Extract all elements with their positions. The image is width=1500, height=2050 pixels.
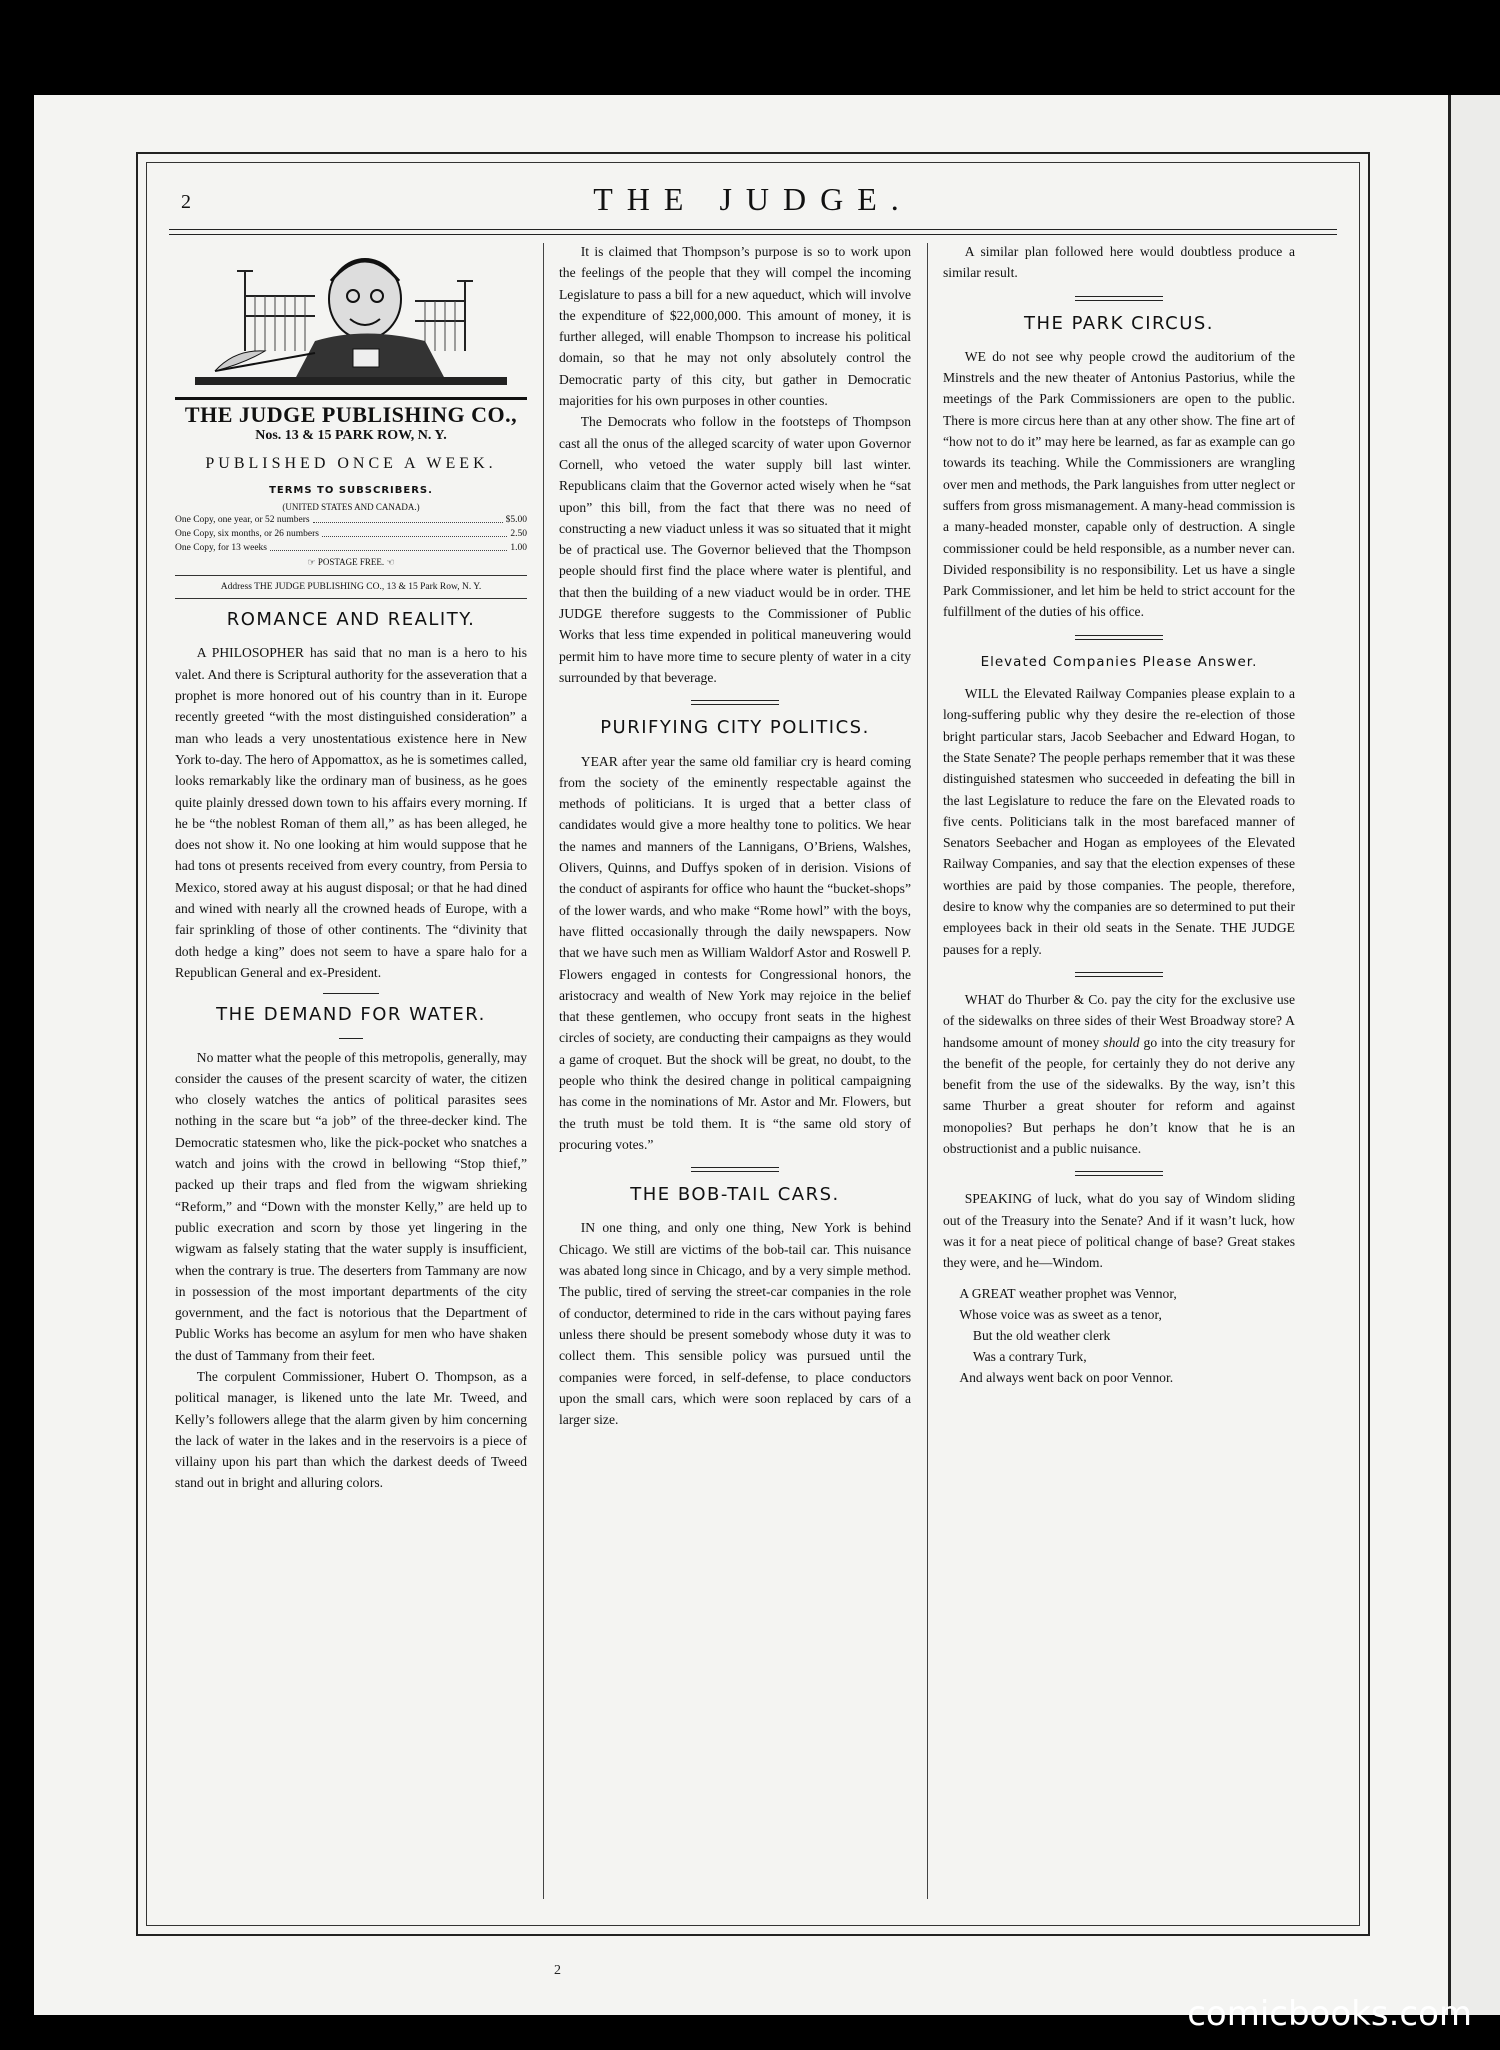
article-paragraph: It is claimed that Thompson’s purpose is so to work upon the feelings of the people that they will compel the incoming Legislature to pass a bill for a new aqueduct, which will involve the expenditure of $22,000,000. This amount of money, it is further alleged, will enable Thompson to increase his political domain, so that he may not only absolutely control the Democratic party of this city, but gather in Democratic majorities for his own purposes in other counties. — [559, 244, 911, 409]
article-text: therefore suggests to the Commissioner of Public Works that less time expended in political maneuvering would permit him to have more time to secure plenty of water in a city surrounded by that beverage. — [559, 606, 911, 685]
poem-line: Whose voice was as sweet as a tenor, — [959, 1307, 1162, 1323]
article-body-romance — [175, 642, 527, 983]
section-rule — [1075, 1171, 1163, 1176]
article-body-purifying — [559, 751, 911, 1156]
article-text: one thing, and only one thing, New York is behind Chicago. We still are victims of the bob-tail car. This nuisance was abated long since in Chicago, and by a very simple method. The public, tired of serving the street-car companies in the role of conductor, determined to ride in the cars without paying fares unless there should be present somebody whose duty it was to collect them. This sensible policy was pursued until the companies were forced, in self-defense, to place conductors upon the small cars, which were soon replaced by cars of a larger size. — [559, 1220, 911, 1428]
terms-subheading: (UNITED STATES AND CANADA.) — [282, 502, 420, 513]
section-rule — [323, 993, 379, 994]
column-1 — [175, 241, 527, 1899]
footer-mark: 2 — [554, 1963, 561, 1978]
article-text: do Thurber & Co. pay the city for the exclusive use of the sidewalks on three sides of their West Broadway store? A handsome amount of money — [943, 991, 1295, 1050]
article-title-circus: THE PARK CIRCUS. — [1023, 312, 1215, 334]
article-paragraph — [559, 411, 911, 688]
lead-word: A PHILOSOPHER — [196, 645, 304, 661]
poem-line: Was a contrary Turk, — [972, 1349, 1087, 1365]
page-inner-border — [146, 162, 1360, 1926]
section-rule — [691, 700, 779, 705]
article-text: of luck, what do you say of Windom sliding out of the Treasury into the Senate? And if it wasn’t luck, how was it for a neat piece of political change of base? Great stakes they were, and he—Windom. — [943, 1191, 1295, 1271]
lead-word: WHAT — [964, 991, 1005, 1007]
article-paragraph: The corpulent Commissioner, Hubert O. Thompson, as a political manager, is likened unto the late Mr. Tweed, and Kelly’s followers allege that the alarm given by him concerning the lack of water in the lakes and in the reservoirs is a piece of villainy upon his part than which the darkest deeds of Tweed stand out in bright and alluring colors. — [175, 1368, 527, 1491]
terms-heading: TERMS TO SUBSCRIBERS. — [269, 484, 433, 496]
poem-line: But the old weather clerk — [972, 1328, 1111, 1344]
article-title-romance: ROMANCE AND REALITY. — [226, 609, 476, 631]
terms-label: One Copy, one year, or 52 numbers — [175, 515, 310, 526]
article-title-purifying: PURIFYING CITY POLITICS. — [600, 717, 870, 739]
terms-label: One Copy, for 13 weeks — [175, 543, 267, 554]
page-border — [136, 152, 1370, 1936]
terms-price: 1.00 — [510, 543, 527, 554]
article-title-elevated: Elevated Companies Please Answer. — [980, 653, 1258, 670]
article-text: the Elevated Railway Companies please explain to a long-suffering public why they desire the re-election of those bright particular stars, Jacob Seebacher and Edward Hogan, to the State Senate? The people perhaps remember that it was these distinguished statesmen who succeeded in defeating the bill in the last Legislature to reduce the fare on the Elevated roads to five cents. Politicians talk in the most barefaced manner of Senators Seebacher and Hogan as employees of the Elevated Railway Companies, and say that the election expenses of these worthies are paid by those companies. The people, therefore, desire to know why the companies are so determined to put their employees back in their old seats in the Senate. — [943, 686, 1295, 936]
terms-label: One Copy, six months, or 26 numbers — [175, 529, 319, 540]
poem — [943, 1283, 1295, 1388]
adjacent-page-edge — [1448, 95, 1500, 2015]
page-header — [169, 181, 1337, 225]
article-paragraph: A similar plan followed here would doubtless produce a similar result. — [943, 244, 1295, 281]
article-text: pauses for a reply. — [943, 941, 1042, 957]
terms-price: 2.50 — [510, 529, 527, 540]
lead-word: WILL — [964, 686, 999, 702]
lead-word: YEAR — [580, 753, 618, 769]
article-body-thurber — [943, 989, 1295, 1159]
article-text: The Democrats who follow in the footsteps of Thompson cast all the onus of the alleged scarcity of water upon Governor Cornell, who vetoed the water supply bill last winter. Republicans claim that the Governor acted wisely when he “sat upon” this bill, from the fact that there was no need of constructing a new viaduct unless it was so situated that it might be of practical use. The Governor believed that the Thompson people should first find the place where water is plentiful, and that then the building of a new viaduct would be in order. — [559, 414, 911, 600]
publication-name: THE JUDGE — [559, 584, 911, 622]
section-rule — [339, 1038, 363, 1039]
section-rule — [691, 1167, 779, 1172]
editor-illustration — [175, 241, 527, 391]
article-body-windom — [943, 1188, 1295, 1273]
section-rule — [1075, 972, 1163, 977]
column-divider — [927, 243, 928, 1899]
lead-word: WE — [964, 348, 986, 364]
publisher-address-line: Address THE JUDGE PUBLISHING CO., 13 & 15 Park Row, N. Y. — [175, 575, 527, 599]
article-paragraph: No matter what the people of this metropolis, generally, may consider the causes of the present scarcity of water, the citizen who closely watches the antics of political parasites sees nothing in the scare but “a job” of the three-decker kind. The Democratic statesmen who, like the pick-pocket who snatches a watch and joins with the crowd in bellowing “Stop thief,” packed up their traps and fled from the wigwam shrieking “Reform,” and “Down with the monster Kelly,” are held up to public execration and scorn by those yet lingering in the wigwam as falsely stating that the water supply is insufficient, when the contrary is true. The deserters from Tammany are now in possession of the most important departments of the city government, and the fact is notorious that the Department of Public Works has become an asylum for men who have shaken the dust of Tammany from their feet. — [175, 1049, 527, 1363]
publisher-name: THE JUDGE PUBLISHING CO., — [175, 397, 527, 425]
article-text: do not see why people crowd the auditorium of the Minstrels and the new theater of Antonius Pastorius, while the meetings of the Park Commissioners are open to the public. There is more circus here than at any other show. The fine art of “how not to do it” may here be learned, as far as example can go towards its teaching. While the Commissioners are wrangling over men and methods, the Park languishes from utter neglect or suffers from gross mismanagement. A many-head commission is a many-headed monster, capable only of destruction. A single commissioner could be held responsible, as a number never can. Divided responsibility is no responsibility. Let us have a single Park Commissioner, and let him be held to strict account for the fulfillment of the duties of his office. — [943, 348, 1295, 620]
terms-row — [175, 513, 527, 527]
article-text: has said that no man is a hero to his valet. And there is Scriptural authority for the asseveration that a prophet is more honored out of his country than in it. Europe recently greeted “with the most distinguished consideration” a man who leads a very unostentatious existence here in New York to-day. The hero of Appomattox, as he is sometimes called, looks remarkably like the ordinary man of business, as he goes quite plainly dressed down town to his affairs every morning. If he be “the noblest Roman of them all,” as has been alleged, he does not show it. No one looking at him would suppose that he had tons ot presents received from every country, from Persia to Mexico, stored away at his august disposal; or that he had dined and wined with nearly all the crowned heads of Europe, with a fair sprinkling of those of other continents. The “divinity that doth hedge a king” does not seem to have a spare halo for a Republican General and ex-President. — [175, 645, 527, 980]
leader-dots — [270, 541, 507, 551]
article-body-elevated — [943, 683, 1295, 960]
lead-word: SPEAKING — [964, 1191, 1032, 1207]
watermark-text: comicbooks.com — [1187, 1994, 1472, 2034]
lead-word: IN — [580, 1220, 596, 1236]
publisher-address: Nos. 13 & 15 PARK ROW, N. Y. — [255, 428, 447, 444]
section-rule — [1075, 635, 1163, 640]
article-text: go into the city treasury for the benefit of the people, for certainly they do not derive any benefit from the use of the sidewalks. By the way, isn’t this same Thurber a great shouter for reform and against monopolies? But perhaps he don’t know that he is an obstructionist and a public nuisance. — [943, 1034, 1295, 1156]
article-title-water: THE DEMAND FOR WATER. — [216, 1004, 486, 1026]
section-rule — [1075, 296, 1163, 301]
postage-note: ☞ POSTAGE FREE. ☜ — [307, 557, 395, 568]
terms-row — [175, 541, 527, 555]
newspaper-page — [34, 95, 1454, 2015]
poem-line: And always went back on poor Vennor. — [959, 1370, 1174, 1386]
column-divider — [543, 243, 544, 1899]
column-3 — [943, 241, 1295, 1899]
leader-dots — [322, 527, 507, 537]
column-2 — [559, 241, 911, 1899]
article-body-circus — [943, 346, 1295, 623]
poem-line — [943, 1283, 1295, 1304]
publication-frequency: PUBLISHED ONCE A WEEK. — [205, 454, 497, 472]
publication-name: THE JUDGE — [1220, 920, 1295, 936]
lead-word: A GREAT — [959, 1286, 1016, 1302]
terms-price: $5.00 — [505, 515, 527, 526]
emphasized-word: should — [1103, 1034, 1140, 1050]
header-rule — [169, 229, 1337, 235]
terms-row — [175, 527, 527, 541]
article-body-bobtail — [559, 1217, 911, 1430]
masthead-title: THE JUDGE. — [593, 181, 913, 217]
poem-text: weather prophet was Vennor, — [1015, 1286, 1177, 1302]
leader-dots — [313, 513, 503, 523]
page-number: 2 — [181, 191, 191, 213]
article-text: after year the same old familiar cry is heard coming from the society of the eminently respectable against the methods of politicians. It is urged that a better class of candidates would give a more healthy tone to politics. We hear the names and manners of the Lannigans, O’Briens, Walshes, Olivers, Quinns, and Duffys spoken of in derision. Visions of the conduct of aspirants for office who haunt the “bucket-shops” of the lower wards, and who make “Rome howl” with the boys, have flitted occasionally through the daily newspapers. Now that we have such men as William Waldorf Astor and Roswell P. Flowers engaged in contests for Congressional honors, the aristocracy and wealth of New York may rejoice in the belief that these gentlemen, who occupy front seats in the highest circles of society, are conducting their campaigns as they would a game of croquet. But the shock will be great, no doubt, to the people who think the desired change in political campaigning has come in the nominations of Mr. Astor and Mr. Flowers, but the truth must be told them. It is “the same old story of procuring votes.” — [559, 753, 911, 1152]
article-title-bobtail: THE BOB-TAIL CARS. — [630, 1184, 840, 1206]
